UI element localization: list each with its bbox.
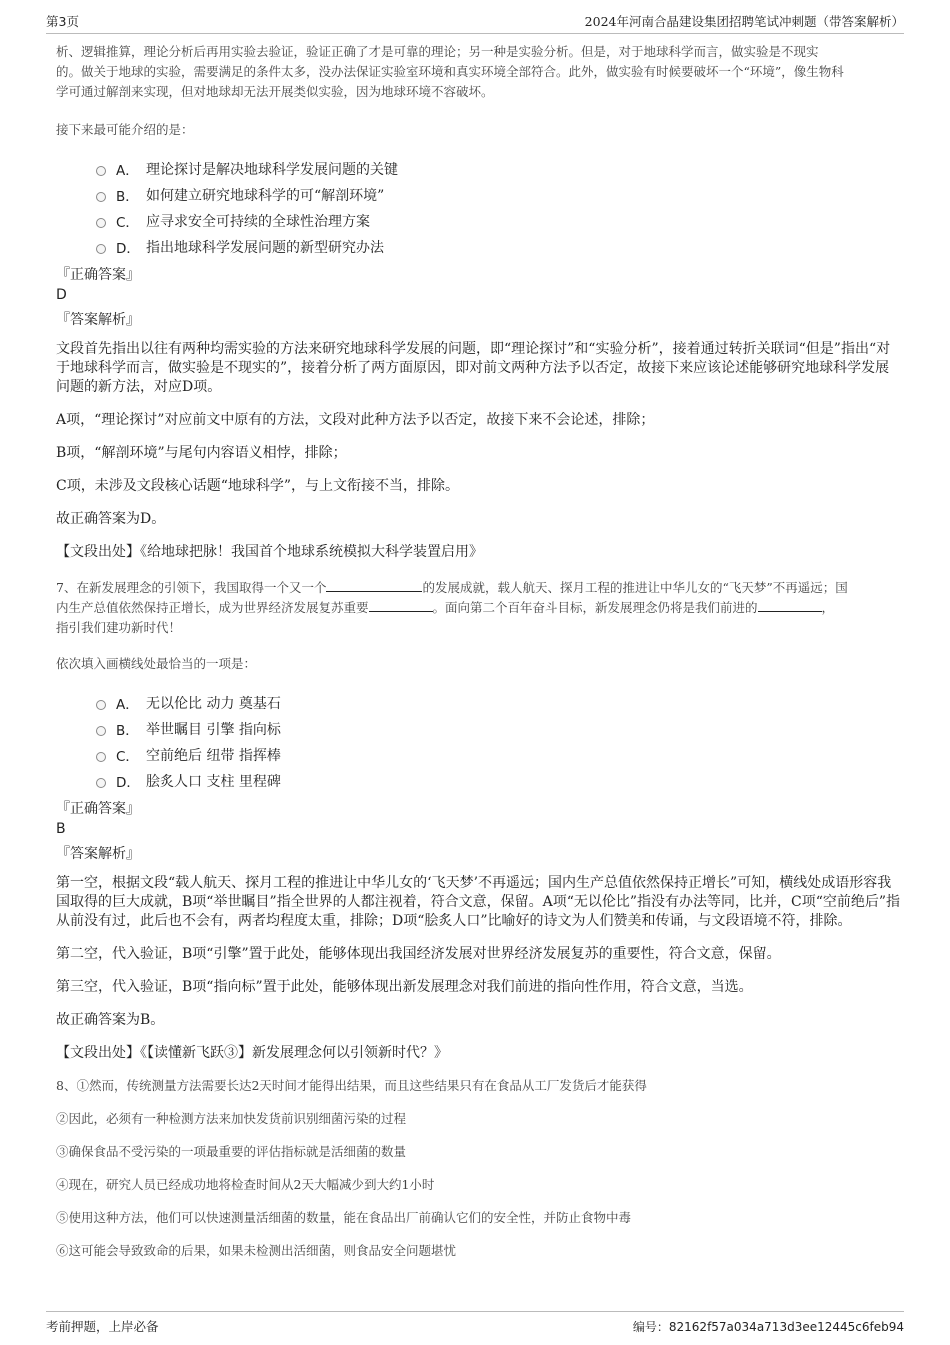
sentence-item: 8、①然而，传统测量方法需要长达2天时间才能得出结果，而且这些结果只有在食品从工厂发货后才能获得 <box>56 1078 647 1093</box>
fill-blank-1 <box>326 578 422 592</box>
option-c[interactable] <box>96 742 902 768</box>
analysis-paragraph: B项，“解剖环境”与尾句内容语义相悖，排除； <box>56 445 347 461</box>
analysis-paragraph: 第一空，根据文段“载人航天、探月工程的推进让中华儿女的‘飞天梦’不再遥远；国内生产总值依然保持正增长”可知，横线处成语形容我国取得的巨大成就，B项“举世瞩目”指全世界的人都注视着，符合文意，保留。A项“无以伦比”指没有办法等同，比并，C项“空前绝后”指从前没有过，此后也不会有，两者均程度太重，排除；D项“脍炙人口”比喻好的诗文为人们赞美和传诵，与文段语境不符，排除。 <box>56 875 901 929</box>
text-line: 析、逻辑推算，理论分析后再用实验去验证，验证正确了才是可靠的理论；另一种是实验分析。但是，对于地球科学而言，做实验是不现实 <box>56 44 819 59</box>
answer-label: 『正确答案』 <box>56 267 140 283</box>
fill-blank-3 <box>758 598 822 612</box>
analysis-paragraph: A项，“理论探讨”对应前文中原有的方法，文段对此种方法予以否定，故接下来不会论述，排除； <box>56 412 655 428</box>
radio-button[interactable] <box>96 778 106 788</box>
radio-button[interactable] <box>96 166 106 176</box>
option-text: 空前绝后 纽带 指挥棒 <box>146 748 281 764</box>
option-d[interactable] <box>96 234 902 260</box>
option-a[interactable] <box>96 156 902 182</box>
correct-answer: D <box>56 287 67 303</box>
fill-blank-2 <box>369 598 433 612</box>
sentence-item: ⑥这可能会导致致命的后果，如果未检测出活细菌，则食品安全问题堪忧 <box>56 1243 457 1258</box>
analysis-paragraph: 第二空，代入验证，B项“引擎”置于此处，能够体现出我国经济发展对世界经济发展复苏的重要性，符合文意，保留。 <box>56 946 781 962</box>
sentence-item: ③确保食品不受污染的一项最重要的评估指标就是活细菌的数量 <box>56 1144 407 1159</box>
option-a[interactable] <box>96 690 902 716</box>
radio-button[interactable] <box>96 192 106 202</box>
text-segment: ， <box>821 600 835 615</box>
document-code: 编号：82162f57a034a713d3ee12445c6feb94 <box>632 1320 904 1334</box>
answer-label: 『正确答案』 <box>56 801 140 817</box>
option-c[interactable] <box>96 208 902 234</box>
question-7 <box>56 578 902 1063</box>
question-prompt: 依次填入画横线处最恰当的一项是： <box>56 656 257 671</box>
text-line: 的。做关于地球的实验，需要满足的条件太多，没办法保证实验室环境和真实环境全部符合。此外，做实验有时候要破坏一个“环境”，像生物科 <box>56 64 844 79</box>
option-text: 脍炙人口 支柱 里程碑 <box>146 774 281 790</box>
option-letter: D． <box>116 241 140 257</box>
question-8 <box>56 1076 902 1261</box>
question-6-text <box>56 42 902 102</box>
analysis-paragraph: C项，未涉及文段核心话题“地球科学”，与上文衔接不当，排除。 <box>56 478 460 494</box>
sentence-item: ⑤使用这种方法，他们可以快速测量活细菌的数量，能在食品出厂前确认它们的安全性，并防止食物中毒 <box>56 1210 632 1225</box>
option-text: 指出地球科学发展问题的新型研究办法 <box>146 240 384 256</box>
source-citation: 【文段出处】《给地球把脉！我国首个地球系统模拟大科学装置启用》 <box>56 544 483 560</box>
option-d[interactable] <box>96 768 902 794</box>
document-title: 2024年河南合晶建设集团招聘笔试冲刺题（带答案解析） <box>584 14 904 29</box>
analysis-label: 『答案解析』 <box>56 846 140 862</box>
correct-answer: B <box>56 821 66 837</box>
radio-button[interactable] <box>96 726 106 736</box>
analysis-label: 『答案解析』 <box>56 312 140 328</box>
analysis-paragraph: 第三空，代入验证，B项“指向标”置于此处，能够体现出新发展理念对我们前进的指向性作用，符合文意，当选。 <box>56 979 753 995</box>
radio-button[interactable] <box>96 218 106 228</box>
document-body <box>56 42 902 1261</box>
analysis-paragraph: 故正确答案为D。 <box>56 511 166 527</box>
text-segment: 。面向第二个百年奋斗目标，新发展理念仍将是我们前进的 <box>432 600 758 615</box>
question-prompt: 接下来最可能介绍的是： <box>56 122 194 137</box>
sentence-item: ④现在，研究人员已经成功地将检查时间从2天大幅减少到大约1小时 <box>56 1177 435 1192</box>
question-7-text <box>56 578 902 638</box>
text-segment: 内生产总值依然保持正增长，成为世界经济发展复苏重要 <box>56 600 369 615</box>
text-segment: 的发展成就，载人航天、探月工程的推进让中华儿女的“飞天梦”不再遥远；国 <box>422 580 848 595</box>
option-letter: B． <box>116 723 139 739</box>
text-segment: 7、在新发展理念的引领下，我国取得一个又一个 <box>56 580 327 595</box>
radio-button[interactable] <box>96 244 106 254</box>
option-b[interactable] <box>96 182 902 208</box>
analysis-paragraph: 故正确答案为B。 <box>56 1012 165 1028</box>
radio-button[interactable] <box>96 700 106 710</box>
option-list <box>96 156 902 260</box>
option-letter: C． <box>116 749 139 765</box>
text-segment: 指引我们建功新时代！ <box>56 620 182 635</box>
option-letter: A． <box>116 163 139 179</box>
option-text: 举世瞩目 引擎 指向标 <box>146 722 281 738</box>
page-footer <box>46 1311 904 1335</box>
page-header <box>46 12 904 34</box>
option-text: 无以伦比 动力 奠基石 <box>146 696 281 712</box>
question-6 <box>56 42 902 562</box>
source-citation: 【文段出处】《【读懂新飞跃③】新发展理念何以引领新时代？》 <box>56 1045 448 1061</box>
page-number: 第3页 <box>46 14 79 29</box>
option-b[interactable] <box>96 716 902 742</box>
option-list <box>96 690 902 794</box>
analysis-paragraph: 文段首先指出以往有两种均需实验的方法来研究地球科学发展的问题，即“理论探讨”和“实验分析”，接着通过转折关联词“但是”指出“对于地球科学而言，做实验是不现实的”，接着分析了两方面原因，即对前文两种方法予以否定，故接下来应该论述能够研究地球科学发展问题的新方法，对应D项。 <box>56 341 891 395</box>
option-text: 理论探讨是解决地球科学发展问题的关键 <box>146 162 398 178</box>
option-letter: D． <box>116 775 140 791</box>
option-text: 应寻求安全可持续的全球性治理方案 <box>146 214 370 230</box>
option-text: 如何建立研究地球科学的可“解剖环境” <box>146 188 385 204</box>
sentence-item: ②因此，必须有一种检测方法来加快发货前识别细菌污染的过程 <box>56 1111 407 1126</box>
option-letter: A． <box>116 697 139 713</box>
footer-slogan: 考前押题，上岸必备 <box>46 1319 159 1334</box>
radio-button[interactable] <box>96 752 106 762</box>
option-letter: B． <box>116 189 139 205</box>
text-line: 学可通过解剖来实现，但对地球却无法开展类似实验，因为地球环境不容破坏。 <box>56 84 494 99</box>
option-letter: C． <box>116 215 139 231</box>
